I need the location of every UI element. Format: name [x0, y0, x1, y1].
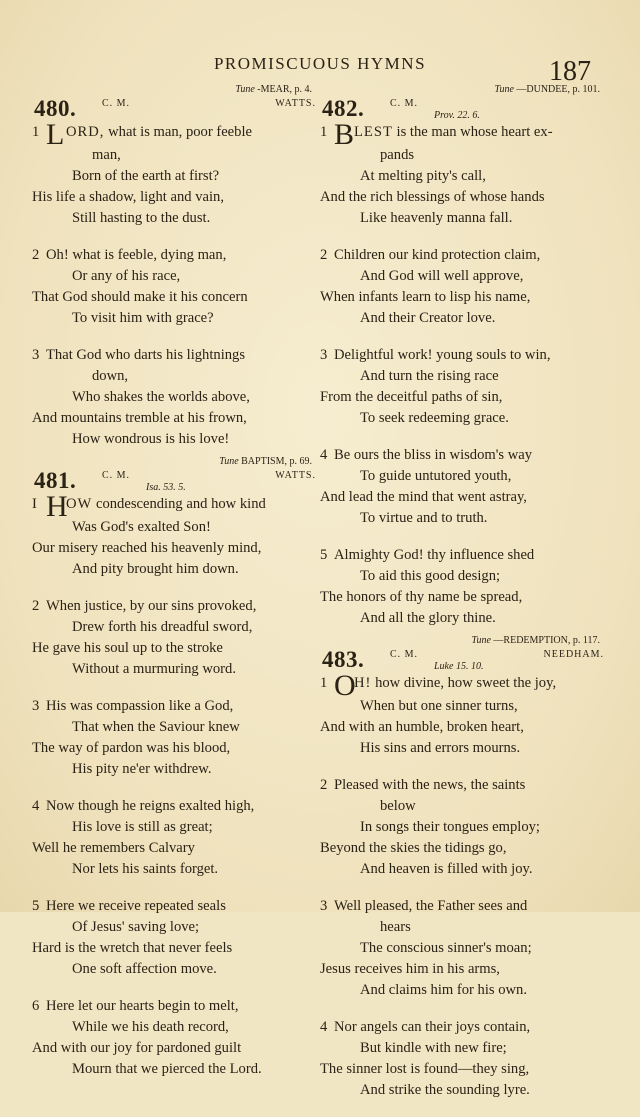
verse-line	[32, 118, 324, 151]
verse-line	[320, 566, 612, 587]
verse-line	[32, 538, 324, 559]
verse-number: 2	[32, 598, 40, 614]
tune-label: Tune	[471, 635, 491, 646]
line-text: To seek redeeming grace.	[360, 410, 509, 426]
verse-number: I	[32, 496, 37, 512]
line-text: How wondrous is his love!	[72, 431, 230, 447]
hymn-header	[32, 96, 324, 122]
line-text: Still hasting to the dust.	[72, 210, 211, 226]
verse	[32, 118, 324, 229]
line-text: Was God's exalted Son!	[72, 519, 211, 535]
line-text: down,	[92, 368, 129, 384]
verse-line	[32, 559, 324, 580]
right-column	[320, 84, 612, 1117]
line-text: Beyond the skies the tidings go,	[320, 840, 507, 856]
verse-line	[32, 266, 324, 287]
line-text: The honors of thy name be spread,	[320, 589, 523, 605]
line-text: To visit him with grace?	[72, 310, 214, 326]
hymn	[32, 84, 324, 450]
line-text: He gave his soul up to the stroke	[32, 640, 223, 656]
tune-line	[320, 635, 612, 647]
line-text: And God will well approve,	[360, 268, 524, 284]
verse-line	[320, 145, 612, 166]
verse-line	[320, 896, 612, 917]
line-text: Oh! what is feeble, dying man,	[46, 247, 227, 263]
scripture-ref: Luke 15. 10.	[434, 661, 484, 672]
line-text: And turn the rising race	[360, 368, 499, 384]
line-text: Like heavenly manna fall.	[360, 210, 513, 226]
verse	[320, 445, 612, 529]
line-text: Pleased with the news, the saints	[334, 777, 526, 793]
verse-line	[320, 187, 612, 208]
line-text: But kindle with new fire;	[360, 1040, 507, 1056]
verse-number: 4	[32, 798, 40, 814]
verse-line	[320, 838, 612, 859]
verse-line	[32, 187, 324, 208]
line-text: And lead the mind that went astray,	[320, 489, 527, 505]
line-text: And claims him for his own.	[360, 982, 528, 998]
verse	[320, 545, 612, 629]
hymn-header	[320, 96, 612, 122]
line-text: To guide untutored youth,	[360, 468, 512, 484]
line-text: Mourn that we pierced the Lord.	[72, 1061, 262, 1077]
line-text: At melting pity's call,	[360, 168, 486, 184]
verse-line	[320, 466, 612, 487]
verse-line	[320, 266, 612, 287]
line-text: Hard is the wretch that never feels	[32, 940, 233, 956]
line-text: The conscious sinner's moan;	[360, 940, 532, 956]
meter: C. M.	[390, 98, 419, 109]
verse-line	[320, 938, 612, 959]
verse-line	[320, 118, 612, 151]
verse-line	[320, 345, 612, 366]
hymn-number: 483.	[322, 647, 365, 672]
verse-number: 2	[320, 777, 328, 793]
verse-line	[32, 429, 324, 450]
line-text: Drew forth his dreadful sword,	[72, 619, 253, 635]
line-text: Of Jesus' saving love;	[72, 919, 200, 935]
verse-line	[32, 896, 324, 917]
line-text: And with our joy for pardoned guilt	[32, 1040, 242, 1056]
line-text: To virtue and to truth.	[360, 510, 488, 526]
verse-line	[320, 717, 612, 738]
drop-capital: L	[46, 118, 65, 151]
line-text: Here we receive repeated seals	[46, 898, 226, 914]
verse-number: 3	[320, 347, 328, 363]
verse-number: 2	[32, 247, 40, 263]
hymn	[32, 456, 324, 1080]
verse-line	[32, 638, 324, 659]
line-text: When justice, by our sins provoked,	[46, 598, 257, 614]
line-text: And strike the sounding lyre.	[360, 1082, 530, 1098]
verse-line	[32, 287, 324, 308]
tune-name: —REDEMPTION, p. 117.	[493, 635, 600, 646]
line-text: In songs their tongues employ;	[360, 819, 540, 835]
line-text: And with an humble, broken heart,	[320, 719, 524, 735]
verse-line	[320, 669, 612, 702]
verse-line	[320, 387, 612, 408]
verse-line	[320, 545, 612, 566]
line-text: That God who darts his lightnings	[46, 347, 246, 363]
verse-line	[32, 659, 324, 680]
line-text: Now though he reigns exalted high,	[46, 798, 255, 814]
verse-line	[32, 308, 324, 329]
line-text: And the rich blessings of whose hands	[320, 189, 545, 205]
drop-capital: B	[334, 118, 355, 151]
verse-line	[320, 959, 612, 980]
tune-line	[32, 456, 324, 468]
line-text: And all the glory thine.	[360, 610, 496, 626]
line-text: Nor angels can their joys contain,	[334, 1019, 531, 1035]
line-text: what is man, poor feeble	[108, 124, 252, 140]
verse	[32, 896, 324, 980]
scripture-ref: Isa. 53. 5.	[146, 482, 186, 493]
verse	[32, 596, 324, 680]
line-text: That when the Saviour knew	[72, 719, 240, 735]
verse-line	[320, 166, 612, 187]
tune-name: —DUNDEE, p. 101.	[516, 84, 600, 95]
tune-label: Tune	[219, 456, 239, 467]
line-text: Well he remembers Calvary	[32, 840, 195, 856]
verse-line	[32, 759, 324, 780]
line-text: And heaven is filled with joy.	[360, 861, 533, 877]
line-text: While we his death record,	[72, 1019, 229, 1035]
tune-line	[320, 84, 612, 96]
verse-line	[320, 1038, 612, 1059]
verse-line	[320, 587, 612, 608]
verse-line	[320, 980, 612, 1001]
tune-line	[32, 84, 324, 96]
verse	[32, 245, 324, 329]
verse	[320, 1017, 612, 1101]
verse-number: 1	[32, 124, 40, 140]
verse-line	[32, 517, 324, 538]
hymn-header	[320, 647, 612, 673]
meter: C. M.	[102, 98, 131, 109]
verse-line	[32, 959, 324, 980]
verse-line	[320, 817, 612, 838]
verse-number: 5	[320, 547, 328, 563]
verse-line	[320, 796, 612, 817]
line-text: below	[380, 798, 416, 814]
verse-number: 4	[320, 1019, 328, 1035]
line-text: Born of the earth at first?	[72, 168, 220, 184]
line-text: His love is still as great;	[72, 819, 213, 835]
line-text: pands	[380, 147, 415, 163]
verse-line	[32, 145, 324, 166]
line-text: His sins and errors mourns.	[360, 740, 521, 756]
line-text: From the deceitful paths of sin,	[320, 389, 503, 405]
line-text: hears	[380, 919, 411, 935]
line-text: condescending and how kind	[95, 496, 266, 512]
line-text: Delightful work! young souls to win,	[334, 347, 551, 363]
verse-line	[32, 838, 324, 859]
line-text: Almighty God! thy influence shed	[334, 547, 535, 563]
line-text: And their Creator love.	[360, 310, 496, 326]
hymn-number: 481.	[34, 468, 77, 493]
line-text: Nor lets his saints forget.	[72, 861, 219, 877]
verse-number: 6	[32, 998, 40, 1014]
verse-line	[320, 445, 612, 466]
line-text: And mountains tremble at his frown,	[32, 410, 247, 426]
verse-line	[32, 345, 324, 366]
scripture-ref: Prov. 22. 6.	[434, 110, 480, 121]
line-text: And pity brought him down.	[72, 561, 239, 577]
first-word: LEST	[354, 124, 393, 140]
verse-number: 4	[320, 447, 328, 463]
verse-line	[32, 408, 324, 429]
first-word: H!	[354, 675, 372, 691]
verse	[32, 796, 324, 880]
line-text: When infants learn to lisp his name,	[320, 289, 531, 305]
line-text: Here let our hearts begin to melt,	[46, 998, 239, 1014]
line-text: One soft affection move.	[72, 961, 217, 977]
line-text: His life a shadow, light and vain,	[32, 189, 224, 205]
verse-number: 1	[320, 124, 328, 140]
verse-line	[320, 696, 612, 717]
line-text: is the man whose heart ex-	[396, 124, 553, 140]
line-text: To aid this good design;	[360, 568, 501, 584]
hymn-number: 482.	[322, 96, 365, 121]
verse	[320, 345, 612, 429]
verse-line	[32, 859, 324, 880]
line-text: Well pleased, the Father sees and	[334, 898, 528, 914]
line-text: Or any of his race,	[72, 268, 181, 284]
hymn	[320, 635, 612, 1101]
verse-line	[320, 738, 612, 759]
verse-line	[320, 608, 612, 629]
verse-line	[32, 796, 324, 817]
line-text: His was compassion like a God,	[46, 698, 234, 714]
verse	[32, 696, 324, 780]
hymn-header	[32, 468, 324, 494]
verse	[32, 345, 324, 450]
verse-line	[32, 387, 324, 408]
line-text: Our misery reached his heavenly mind,	[32, 540, 262, 556]
line-text: Who shakes the worlds above,	[72, 389, 250, 405]
verse-line	[32, 817, 324, 838]
verse-number: 3	[32, 698, 40, 714]
verse-line	[320, 487, 612, 508]
page-number: 187	[549, 56, 591, 87]
tune-name: -MEAR, p. 4.	[257, 84, 312, 95]
verse-number: 2	[320, 247, 328, 263]
verse	[320, 118, 612, 229]
verse-line	[32, 366, 324, 387]
drop-capital: H	[46, 490, 68, 523]
verse-line	[32, 717, 324, 738]
verse-line	[32, 596, 324, 617]
verse-line	[320, 859, 612, 880]
verse-line	[320, 208, 612, 229]
verse-line	[320, 1017, 612, 1038]
running-head: PROMISCUOUS HYMNS	[213, 54, 427, 73]
hymn-number: 480.	[34, 96, 77, 121]
verse-line	[320, 287, 612, 308]
meter: C. M.	[390, 649, 419, 660]
verse	[320, 669, 612, 759]
verse-line	[320, 245, 612, 266]
verse-line	[320, 366, 612, 387]
verse-number: 3	[32, 347, 40, 363]
verse-line	[32, 617, 324, 638]
author: WATTS.	[275, 470, 316, 481]
hymn	[320, 84, 612, 629]
verse-line	[32, 738, 324, 759]
line-text: how divine, how sweet the joy,	[375, 675, 557, 691]
first-word: OW	[66, 496, 93, 512]
line-text: The way of pardon was his blood,	[32, 740, 231, 756]
verse-line	[320, 508, 612, 529]
line-text: The sinner lost is found—they sing,	[320, 1061, 530, 1077]
verse-line	[32, 490, 324, 523]
verse-line	[32, 166, 324, 187]
verse-number: 1	[320, 675, 328, 691]
verse-line	[32, 938, 324, 959]
line-text: Children our kind protection claim,	[334, 247, 541, 263]
verse-line	[320, 917, 612, 938]
line-text: Be ours the bliss in wisdom's way	[334, 447, 533, 463]
verse-number: 5	[32, 898, 40, 914]
tune-label: Tune	[235, 84, 255, 95]
verse-line	[32, 1059, 324, 1080]
line-text: When but one sinner turns,	[360, 698, 518, 714]
verse-line	[320, 775, 612, 796]
verse	[320, 775, 612, 880]
verse-line	[320, 1059, 612, 1080]
meter: C. M.	[102, 470, 131, 481]
drop-capital: O	[334, 669, 356, 702]
line-text: man,	[92, 147, 121, 163]
verse-line	[32, 245, 324, 266]
verse-line	[32, 996, 324, 1017]
line-text: That God should make it his concern	[32, 289, 248, 305]
line-text: His pity ne'er withdrew.	[72, 761, 212, 777]
left-column	[32, 84, 324, 1096]
tune-label: Tune	[494, 84, 514, 95]
verse-line	[32, 208, 324, 229]
verse	[320, 245, 612, 329]
tune-name: BAPTISM, p. 69.	[241, 456, 312, 467]
author: WATTS.	[275, 98, 316, 109]
verse-line	[320, 1080, 612, 1101]
verse-line	[32, 1017, 324, 1038]
verse	[32, 996, 324, 1080]
line-text: Jesus receives him in his arms,	[320, 961, 500, 977]
verse-line	[320, 408, 612, 429]
verse-line	[32, 696, 324, 717]
verse-line	[32, 917, 324, 938]
verse-number: 3	[320, 898, 328, 914]
verse-line	[320, 308, 612, 329]
verse-line	[32, 1038, 324, 1059]
verse	[32, 490, 324, 580]
author: NEEDHAM.	[543, 649, 604, 660]
line-text: Without a murmuring word.	[72, 661, 236, 677]
first-word: ORD,	[66, 124, 105, 140]
